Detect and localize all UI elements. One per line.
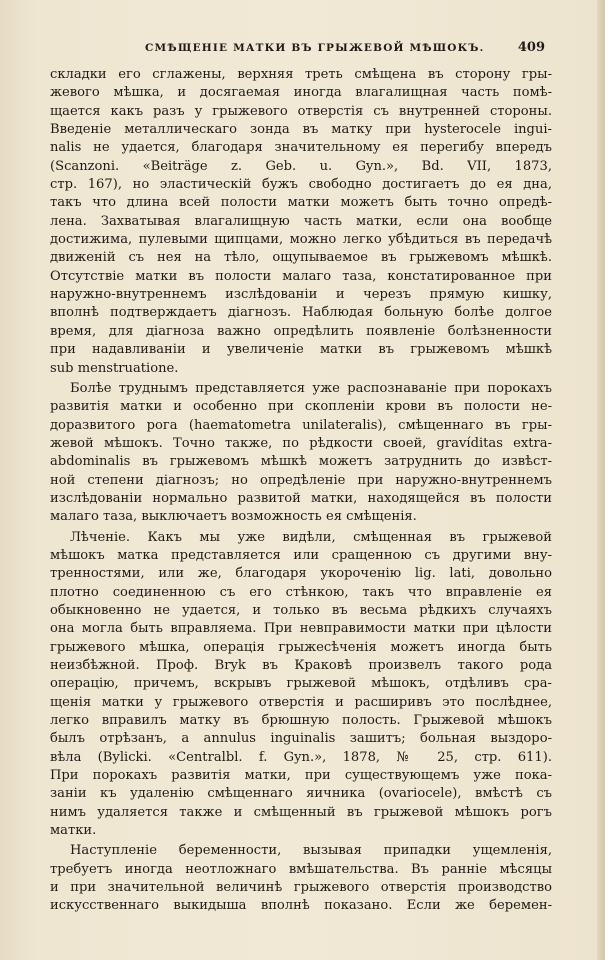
running-title: СМѢЩЕНІЕ МАТКИ ВЪ ГРЫЖЕВОЙ МѢШОКЪ. [145,42,485,54]
text-line: nalis не удается, благодаря значительному ея перегибу впередъ [50,140,552,156]
text-line: щается какъ разъ у грыжевого отверстія съ внутренней стороны. [50,103,552,119]
page-edge-shadow [597,0,605,960]
text-line: такъ что длина всей полости матки можетъ быть точно опредѣ- [50,195,552,211]
text-line: щенія матки у грыжевого отверстія и расширивъ это послѣднее, [50,694,552,710]
text-line: abdominalis въ грыжевомъ мѣшкѣ можетъ затруднить до извѣст- [50,454,552,470]
page-header [50,40,555,58]
text-line: наружно-внутреннемъ изслѣдованіи и черезъ прямую кишку, [50,287,552,303]
text-line: вѣла (Bylicki. «Centralbl. f. Gyn.», 1878, № 25, стр. 611). [50,749,552,765]
text-line: требуетъ иногда неотложнаго вмѣшательства. Въ ранніе мѣсяцы [50,861,552,877]
text-line: заніи къ удаленію смѣщеннаго яичника (ovariocele), вмѣстѣ съ [50,786,552,802]
paragraph-first-line: Лѣченіе. Какъ мы уже видѣли, смѣщенная въ грыжевой [70,529,552,545]
text-line: достижима, пулевыми щипцами, можно легко убѣдиться въ передачѣ [50,232,552,248]
text-line: стр. 167), но эластическій бужъ свободно достигаетъ до ея дна, [50,177,552,193]
text-line: изслѣдованіи нормально развитой матки, находящейся въ полости [50,490,552,506]
text-line: нимъ удаляется также и смѣщенный въ грыжевой мѣшокъ рогъ [50,804,552,820]
paragraph-first-line: Болѣе труднымъ представляется уже распознаваніе при порокахъ [70,380,552,396]
text-line: sub menstruatione. [50,360,179,376]
text-line: обыкновенно не удается, и только въ весьма рѣдкихъ случаяхъ [50,602,552,618]
page-body-text [50,66,552,916]
text-line: жевого мѣшка, и досягаемая иногда влагалищная часть помѣ- [50,85,552,101]
text-line: былъ отрѣзанъ, а annulus inguinalis зашитъ; больная выздоро- [50,731,552,747]
text-line: и при значительной величинѣ грыжевого отверстія производство [50,880,552,896]
text-line: доразвитого рога (haematometra unilateralis), смѣщеннаго въ гры- [50,417,552,433]
text-line: ной степени діагнозъ; но опредѣленіе при наружно-внутреннемъ [50,472,552,488]
text-line: плотно соединенною съ его стѣнкою, такъ что вправленіе ея [50,584,552,600]
text-line: операцію, причемъ, вскрывъ грыжевой мѣшокъ, отдѣливъ сра- [50,676,552,692]
text-line: (Scanzoni. «Beiträge z. Geb. u. Gyn.», Bd. VII, 1873, [50,158,552,174]
paragraph-first-line: Наступленіе беременности, вызывая припадки ущемленія, [70,843,552,859]
text-line: Отсутствіе матки въ полости малаго таза, констатированное при [50,268,552,284]
text-line: матки. [50,823,97,839]
text-line: время, для діагноза важно опредѣлить появленіе болѣзненности [50,323,552,339]
text-line: лена. Захватывая влагалищную часть матки, если она вообще [50,213,552,229]
text-line: жевой мѣшокъ. Точно также, по рѣдкости своей, gravíditas extra- [50,435,552,451]
text-line: искусственнаго выкидыша вполнѣ показано. Если же беремен- [50,898,552,914]
text-line: складки его сглажены, верхняя треть смѣщена въ сторону гры- [50,67,552,82]
page-number: 409 [517,40,545,55]
text-line: тренностями, или же, благодаря укороченію lig. lati, довольно [50,566,552,582]
text-line: развитія матки и особенно при скопленіи крови въ полости не- [50,399,552,415]
text-line: движеній съ нея на тѣло, ощупываемое въ грыжевомъ мѣшкѣ. [50,250,552,266]
text-line: При порокахъ развитія матки, при существующемъ уже пока- [50,768,552,784]
text-line: она могла быть вправляема. При невправимости матки при цѣлости [50,621,552,637]
text-line: грыжевого мѣшка, операція грыжесѣченія можетъ иногда быть [50,639,552,655]
text-line: легко вправилъ матку въ брюшную полость. Грыжевой мѣшокъ [50,713,552,729]
text-line: при надавливаніи и увеличеніе матки въ грыжевомъ мѣшкѣ [50,342,552,358]
text-line: вполнѣ подтверждаетъ діагнозъ. Наблюдая больную болѣе долгое [50,305,552,321]
text-line: неизбѣжной. Проф. Bryk въ Краковѣ произвелъ такого рода [50,658,552,673]
text-line: малаго таза, выключаетъ возможность ея смѣщенія. [50,509,417,525]
text-line: Введеніе металлическаго зонда въ матку при hysterocele ingui- [50,122,552,138]
text-line: мѣшокъ матка представляется или сращенною съ другими вну- [50,547,552,563]
